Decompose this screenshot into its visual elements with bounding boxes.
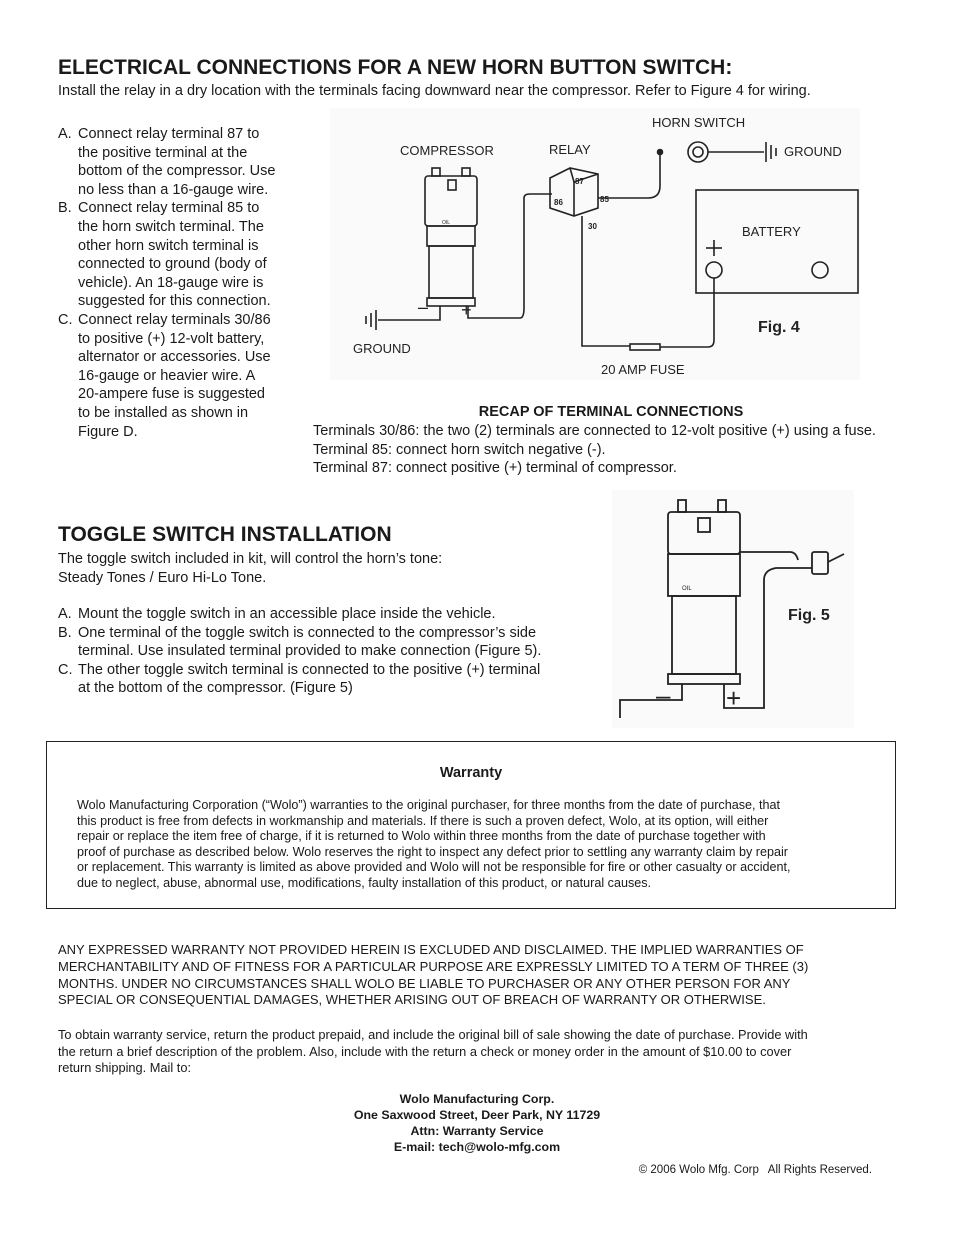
step-line: One terminal of the toggle switch is connected to the compressor’s side <box>78 624 537 641</box>
relay-terminal-85: 85 <box>600 195 609 204</box>
disclaimer <box>58 942 898 1009</box>
disclaimer-line: MERCHANTABILITY AND OF FITNESS FOR A PARTICULAR PURPOSE ARE EXPRESSLY LIMITED TO A TERM OF THREE (3) <box>58 958 809 974</box>
step-line: 20-ampere fuse is suggested <box>78 386 265 403</box>
service-line: the return a brief description of the problem. Also, include with the return a check or money order in the amount of $10.00 to cover <box>58 1043 792 1059</box>
compressor-oil-label: OIL <box>442 220 451 226</box>
intro-line: Steady Tones / Euro Hi-Lo Tone. <box>58 569 267 586</box>
recap-lines <box>313 422 913 478</box>
step-line: at the bottom of the compressor. (Figure 5) <box>78 680 353 697</box>
recap-line: Terminal 87: connect positive (+) terminal of compressor. <box>313 460 677 477</box>
step-line: Connect relay terminals 30/86 <box>78 311 271 328</box>
warranty-line: this product is free from defects in workmanship and materials. If there is such a proven defect, Wolo, at its option, will either <box>77 813 769 828</box>
step-letter: C. <box>58 661 73 678</box>
relay-terminal-87: 87 <box>575 177 584 186</box>
relay-label: RELAY <box>549 142 591 157</box>
fig5-label: Fig. 5 <box>788 607 830 624</box>
step-letter: C. <box>58 311 73 328</box>
battery-label: BATTERY <box>742 224 801 239</box>
step-line: Connect relay terminal 87 to <box>78 126 260 142</box>
section2-steps <box>58 605 598 698</box>
warranty-box <box>46 741 896 909</box>
section1-steps <box>58 125 308 441</box>
step-letter: A. <box>58 126 72 142</box>
step-line: Figure D. <box>78 423 138 440</box>
warranty-line: or replacement. This warranty is limited as above provided and Wolo will not be responsible for fire or other casualty or accident, <box>77 860 791 875</box>
fig5-toggle-diagram <box>612 490 854 728</box>
step-line: Mount the toggle switch in an accessible place inside the vehicle. <box>78 606 496 622</box>
compressor-plus-sign: + <box>461 300 472 320</box>
step-line: the positive terminal at the <box>78 144 248 161</box>
warranty-text <box>77 798 877 892</box>
service-instructions <box>58 1027 898 1077</box>
warranty-line: repair or replace the item free of charge, if it is returned to Wolo within three months from the date of purchase together with <box>77 829 766 844</box>
disclaimer-line: SPECIAL OR CONSEQUENTIAL DAMAGES, WHETHER ARISING OUT OF BREACH OF WARRANTY OR OTHERWISE. <box>58 992 766 1008</box>
step-b <box>58 199 308 311</box>
address-line: One Saxwood Street, Deer Park, NY 11729 <box>353 1108 601 1122</box>
step-line: to be installed as shown in <box>78 404 249 421</box>
disclaimer-line: MONTHS. UNDER NO CIRCUMSTANCES SHALL WOLO BE LIABLE TO PURCHASER OR ANY OTHER PERSON FOR ANY <box>58 975 791 991</box>
fig4-wiring-diagram <box>330 108 860 380</box>
step-line: alternator or accessories. Use <box>78 349 271 366</box>
step-line: Connect relay terminal 85 to <box>78 200 260 217</box>
compressor-minus-sign: – <box>656 680 671 710</box>
warranty-line: proof of purchase as described below. Wolo reserves the right to inspect any defect prior to settling any warranty claim by repair <box>77 844 788 859</box>
step-letter: A. <box>58 606 72 622</box>
step-line: suggested for this connection. <box>78 293 271 310</box>
recap-line: Terminals 30/86: the two (2) terminals are connected to 12-volt positive (+) using a fuse. <box>313 423 876 439</box>
step-line: other horn switch terminal is <box>78 237 259 254</box>
toggle-step-b <box>58 624 598 661</box>
relay-terminal-30: 30 <box>588 222 597 231</box>
step-line: 16-gauge or heavier wire. A <box>78 367 256 384</box>
service-line: return shipping. Mail to: <box>58 1060 192 1076</box>
compressor-oil-label: OIL <box>682 586 692 592</box>
copyright: © 2006 Wolo Mfg. Corp All Rights Reserved. <box>638 1164 872 1176</box>
step-line: connected to ground (body of <box>78 256 267 273</box>
recap-title: RECAP OF TERMINAL CONNECTIONS <box>478 404 744 420</box>
ground-left-label: GROUND <box>353 341 411 356</box>
compressor-label: COMPRESSOR <box>400 143 494 158</box>
step-c <box>58 311 308 441</box>
disclaimer-line: ANY EXPRESSED WARRANTY NOT PROVIDED HEREIN IS EXCLUDED AND DISCLAIMED. THE IMPLIED WARRANTIES OF <box>58 942 804 957</box>
intro-line: The toggle switch included in kit, will control the horn’s tone: <box>58 551 443 567</box>
section2-intro <box>58 550 442 587</box>
step-line: bottom of the compressor. Use <box>78 163 276 180</box>
step-line: terminal. Use insulated terminal provided to make connection (Figure 5). <box>78 643 542 660</box>
fig4-label: Fig. 4 <box>758 319 800 336</box>
relay-terminal-86: 86 <box>554 198 563 207</box>
section2-title: TOGGLE SWITCH INSTALLATION <box>58 523 392 546</box>
mailing-address <box>0 1091 954 1155</box>
step-letter: B. <box>58 200 72 217</box>
toggle-step-c <box>58 661 598 698</box>
step-line: vehicle). An 18-gauge wire is <box>78 274 264 291</box>
warranty-title: Warranty <box>439 765 503 781</box>
address-line: Wolo Manufacturing Corp. <box>399 1092 555 1106</box>
horn-switch-label: HORN SWITCH <box>652 115 746 130</box>
warranty-line: Wolo Manufacturing Corporation (“Wolo”) warranties to the original purchaser, for three months from the date of purchase, that <box>77 798 781 812</box>
step-letter: B. <box>58 624 72 641</box>
step-a <box>58 125 308 199</box>
compressor-plus-sign: + <box>726 683 742 713</box>
step-line: The other toggle switch terminal is connected to the positive (+) terminal <box>78 661 541 678</box>
recap-line: Terminal 85: connect horn switch negative (-). <box>313 441 606 458</box>
address-email: E-mail: tech@wolo-mfg.com <box>393 1140 561 1154</box>
ground-right-label: GROUND <box>784 144 842 159</box>
step-line: no less than a 16-gauge wire. <box>78 181 269 198</box>
toggle-step-a <box>58 605 598 624</box>
section1-title: ELECTRICAL CONNECTIONS FOR A NEW HORN BUTTON SWITCH: <box>58 56 733 79</box>
service-line: To obtain warranty service, return the product prepaid, and include the original bill of sale showing the date of purchase. Provide with <box>58 1027 808 1042</box>
step-line: to positive (+) 12-volt battery, <box>78 330 265 347</box>
section1-intro: Install the relay in a dry location with the terminals facing downward near the compressor. Refer to Figure 4 for wiring. <box>58 83 811 99</box>
fuse-label: 20 AMP FUSE <box>601 362 685 377</box>
compressor-minus-sign: – <box>418 297 429 317</box>
address-line: Attn: Warranty Service <box>410 1124 544 1138</box>
warranty-line: due to neglect, abuse, abnormal use, modifications, faulty installation of this product, or natural causes. <box>77 875 652 890</box>
step-line: the horn switch terminal. The <box>78 218 264 235</box>
